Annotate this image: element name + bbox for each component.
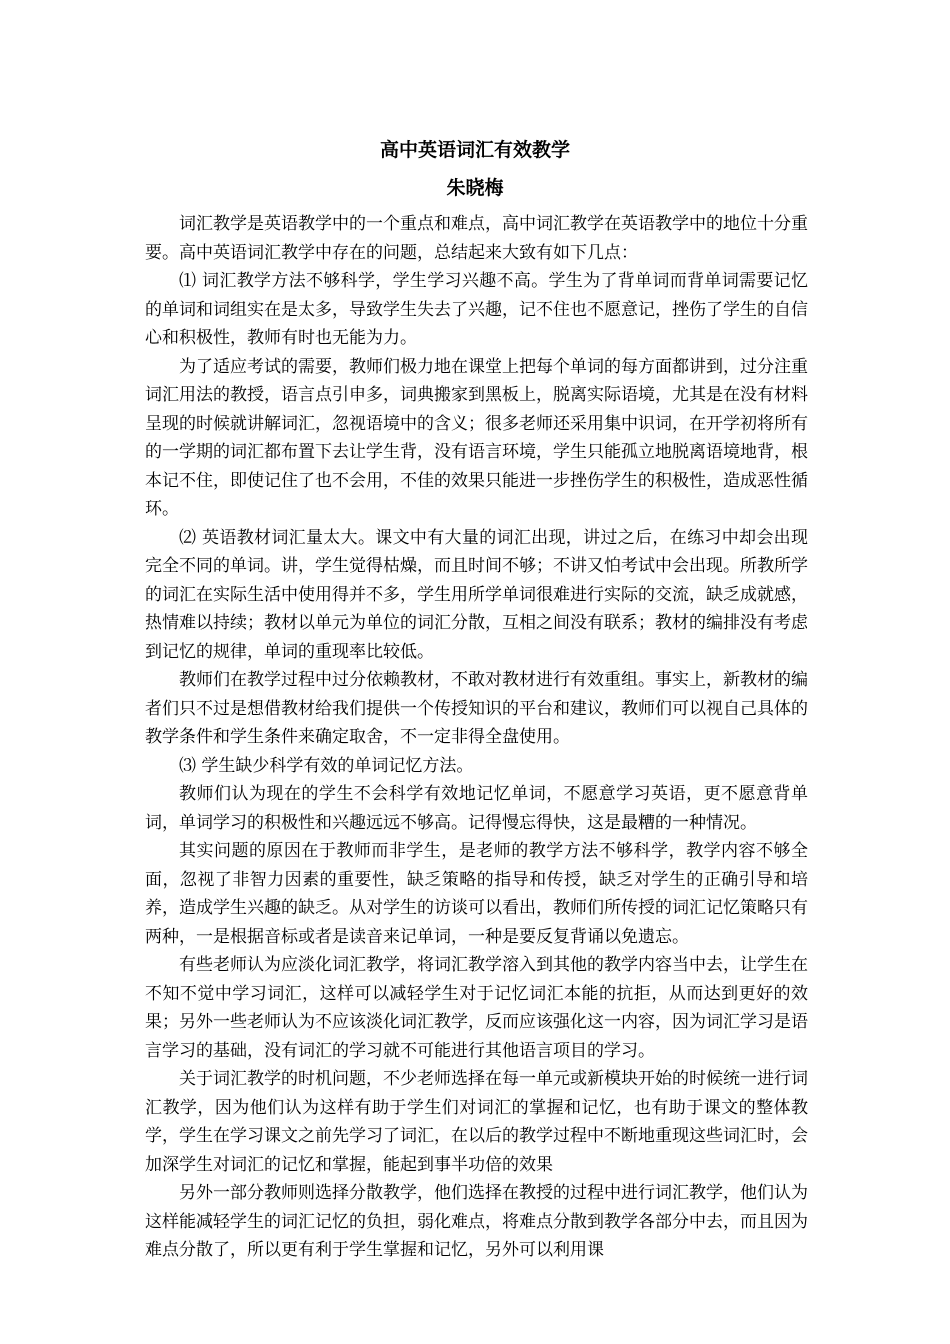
paragraph: ⑴ 词汇教学方法不够科学，学生学习兴趣不高。学生为了背单词而背单词需要记忆的单词和词组实在是太多，导致学生失去了兴趣，记不住也不愿意记，挫伤了学生的自信心和积极性，教师有时也无能为力。 — [145, 271, 808, 348]
paragraph: 为了适应考试的需要，教师们极力地在课堂上把每个单词的每方面都讲到，过分注重词汇用法的教授，语言点引申多，词典搬家到黑板上，脱离实际语境，尤其是在没有材料呈现的时候就讲解词汇，忽视语境中的含义；很多老师还采用集中识词，在开学初将所有的一学期的词汇都布置下去让学生背，没有语言环境，学生只能孤立地脱离语境地背，根本记不住，即使记住了也不会用，不佳的效果只能进一步挫伤学生的积极性，造成恶性循环。 — [145, 356, 808, 519]
paragraph: ⑶ 学生缺少科学有效的单词记忆方法。 — [179, 755, 474, 776]
paragraph: 关于词汇教学的时机问题，不少老师选择在每一单元或新模块开始的时候统一进行词汇教学，因为他们认为这样有助于学生们对词汇的掌握和记忆，也有助于课文的整体教学，学生在学习课文之前先学习了词汇，在以后的教学过程中不断地重现这些词汇时，会加深学生对词汇的记忆和掌握，能起到事半功倍的效果 — [145, 1069, 808, 1175]
document-author: 朱晓梅 — [446, 177, 504, 199]
paragraph: 另外一部分教师则选择分散教学，他们选择在教授的过程中进行词汇教学，他们认为这样能减轻学生的词汇记忆的负担，弱化难点，将难点分散到教学各部分中去，而且因为难点分散了，所以更有利于学生掌握和记忆，另外可以利用课 — [145, 1183, 808, 1260]
paragraph: 教师们认为现在的学生不会科学有效地记忆单词，不愿意学习英语，更不愿意背单词，单词学习的积极性和兴趣远远不够高。记得慢忘得快，这是最糟的一种情况。 — [145, 784, 808, 833]
document-body — [145, 210, 808, 1265]
paragraph: 词汇教学是英语教学中的一个重点和难点，高中词汇教学在英语教学中的地位十分重要。高中英语词汇教学中存在的问题，总结起来大致有如下几点： — [145, 214, 808, 263]
paragraph: 其实问题的原因在于教师而非学生，是老师的教学方法不够科学，教学内容不够全面，忽视了非智力因素的重要性，缺乏策略的指导和传授，缺乏对学生的正确引导和培养，造成学生兴趣的缺乏。从对学生的访谈可以看出，教师们所传授的词汇记忆策略只有两种，一是根据音标或者是读音来记单词，一种是要反复背诵以免遗忘。 — [145, 841, 808, 947]
paragraph: ⑵ 英语教材词汇量太大。课文中有大量的词汇出现，讲过之后，在练习中却会出现完全不同的单词。讲，学生觉得枯燥，而且时间不够；不讲又怕考试中会出现。所教所学的词汇在实际生活中使用得并不多，学生用所学单词很难进行实际的交流，缺乏成就感，热情难以持续；教材以单元为单位的词汇分散，互相之间没有联系；教材的编排没有考虑到记忆的规律，单词的重现率比较低。 — [145, 527, 808, 662]
document-title: 高中英语词汇有效教学 — [379, 139, 570, 161]
paragraph: 教师们在教学过程中过分依赖教材，不敢对教材进行有效重组。事实上，新教材的编者们只不过是想借教材给我们提供一个传授知识的平台和建议，教师们可以视自己具体的教学条件和学生条件来确定取舍，不一定非得全盘使用。 — [145, 670, 808, 747]
paragraph: 有些老师认为应淡化词汇教学，将词汇教学溶入到其他的教学内容当中去，让学生在不知不觉中学习词汇，这样可以减轻学生对于记忆词汇本能的抗拒，从而达到更好的效果；另外一些老师认为不应该淡化词汇教学，反而应该强化这一内容，因为词汇学习是语言学习的基础，没有词汇的学习就不可能进行其他语言项目的学习。 — [145, 955, 808, 1061]
